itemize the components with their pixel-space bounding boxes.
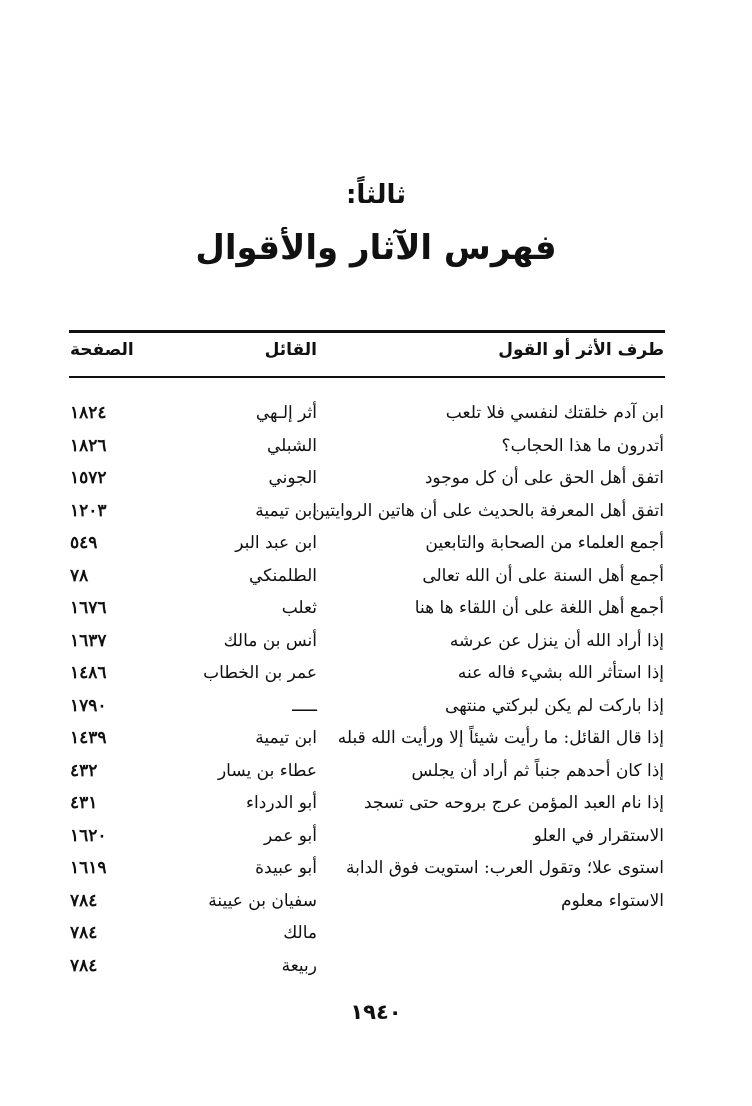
row-page: ١٤٨٦ (70, 663, 107, 683)
row-speaker: أبو عبيدة (255, 858, 317, 878)
table-body (0, 398, 752, 983)
row-page: ٧٨٤ (70, 923, 98, 943)
row-page: ٧٨ (70, 565, 89, 586)
row-speaker: مالك (283, 923, 317, 943)
row-page: ١٤٣٩ (70, 728, 107, 748)
row-text: استوى علا؛ وتقول العرب: استويت فوق الدابة (346, 858, 664, 878)
row-speaker: أنس بن مالك (223, 630, 317, 651)
row-page: ٧٨٤ (70, 955, 98, 976)
row-speaker: أبو الدرداء (246, 793, 317, 813)
header-page: الصفحة (70, 340, 134, 360)
section-label: ثالثاً: (345, 180, 407, 210)
row-page: ٤٣٢ (70, 760, 98, 781)
header-speaker: القائل (264, 340, 317, 360)
row-page: ١٧٩٠ (70, 695, 107, 716)
row-text: ابن آدم خلقتك لنفسي فلا تلعب (445, 403, 664, 423)
table-row (0, 788, 752, 821)
row-speaker: ربيعة (281, 955, 317, 976)
table-row (0, 528, 752, 561)
row-speaker: أبو عمر (264, 825, 317, 846)
table-row (0, 756, 752, 789)
row-speaker: سفيان بن عيينة (208, 890, 317, 911)
row-text: أجمع أهل السنة على أن الله تعالى (422, 565, 664, 586)
table-header (0, 340, 752, 366)
table-row (0, 691, 752, 724)
row-text: إذا باركت لم يكن لبركتي منتهى (445, 695, 664, 716)
row-speaker: عطاء بن يسار (217, 760, 317, 781)
row-speaker: ابن تيمية (255, 500, 317, 521)
row-text: إذا قال القائل: ما رأيت شيئاً إلا ورأيت الله قبله (337, 728, 664, 748)
row-text: اتفق أهل المعرفة بالحديث على أن هاتين الروايتين (312, 500, 664, 521)
table-row (0, 821, 752, 854)
table-row (0, 431, 752, 464)
row-page: ١٦٢٠ (70, 825, 107, 846)
row-text: أجمع أهل اللغة على أن اللقاء ها هنا (414, 598, 664, 618)
table-row (0, 918, 752, 951)
row-text: الاستقرار في العلو (533, 825, 664, 846)
table-row (0, 463, 752, 496)
table-row (0, 658, 752, 691)
row-page: ٥٤٩ (70, 533, 98, 553)
row-speaker: ثعلب (281, 598, 317, 618)
row-speaker: عمر بن الخطاب (203, 663, 317, 683)
row-speaker: الجوني (268, 468, 317, 488)
row-page: ١٦٧٦ (70, 598, 107, 618)
row-speaker: الطلمنكي (249, 565, 317, 586)
row-speaker: أثر إلـهي (255, 403, 317, 423)
row-page: ٤٣١ (70, 793, 98, 813)
row-text: أجمع العلماء من الصحابة والتابعين (425, 533, 664, 553)
row-text: إذا نام العبد المؤمن عرج بروحه حتى تسجد (363, 793, 664, 813)
table-row (0, 951, 752, 984)
table-row (0, 626, 752, 659)
row-speaker: ـــــ (292, 695, 317, 716)
row-page: ١٨٢٦ (70, 435, 107, 456)
row-text: إذا أراد الله أن ينزل عن عرشه (449, 630, 664, 651)
table-row (0, 853, 752, 886)
index-title: فهرس الآثار والأقوال (195, 228, 557, 268)
table-row (0, 723, 752, 756)
row-page: ٧٨٤ (70, 890, 98, 911)
row-speaker: ابن عبد البر (235, 533, 317, 553)
page-number: ١٩٤٠ (350, 1000, 402, 1024)
table-row (0, 886, 752, 919)
table-top-rule (69, 330, 665, 333)
row-text: إذا كان أحدهم جنباً ثم أراد أن يجلس (411, 760, 664, 781)
table-row (0, 593, 752, 626)
table-row (0, 561, 752, 594)
row-page: ١٥٧٢ (70, 468, 107, 488)
row-text: أتدرون ما هذا الحجاب؟ (501, 435, 664, 456)
row-text: الاستواء معلوم (561, 890, 664, 911)
header-text: طرف الأثر أو القول (498, 340, 664, 360)
table-row (0, 496, 752, 529)
row-page: ١٨٢٤ (70, 403, 107, 423)
row-text: اتفق أهل الحق على أن كل موجود (424, 468, 664, 488)
row-speaker: الشبلي (267, 435, 317, 456)
row-text: إذا استأثر الله بشيء فاله عنه (457, 663, 664, 683)
row-speaker: ابن تيمية (255, 728, 317, 748)
row-page: ١٦٣٧ (70, 630, 107, 651)
row-page: ١٦١٩ (70, 858, 107, 878)
table-header-rule (69, 376, 665, 378)
table-row (0, 398, 752, 431)
row-page: ١٢٠٣ (70, 500, 107, 521)
